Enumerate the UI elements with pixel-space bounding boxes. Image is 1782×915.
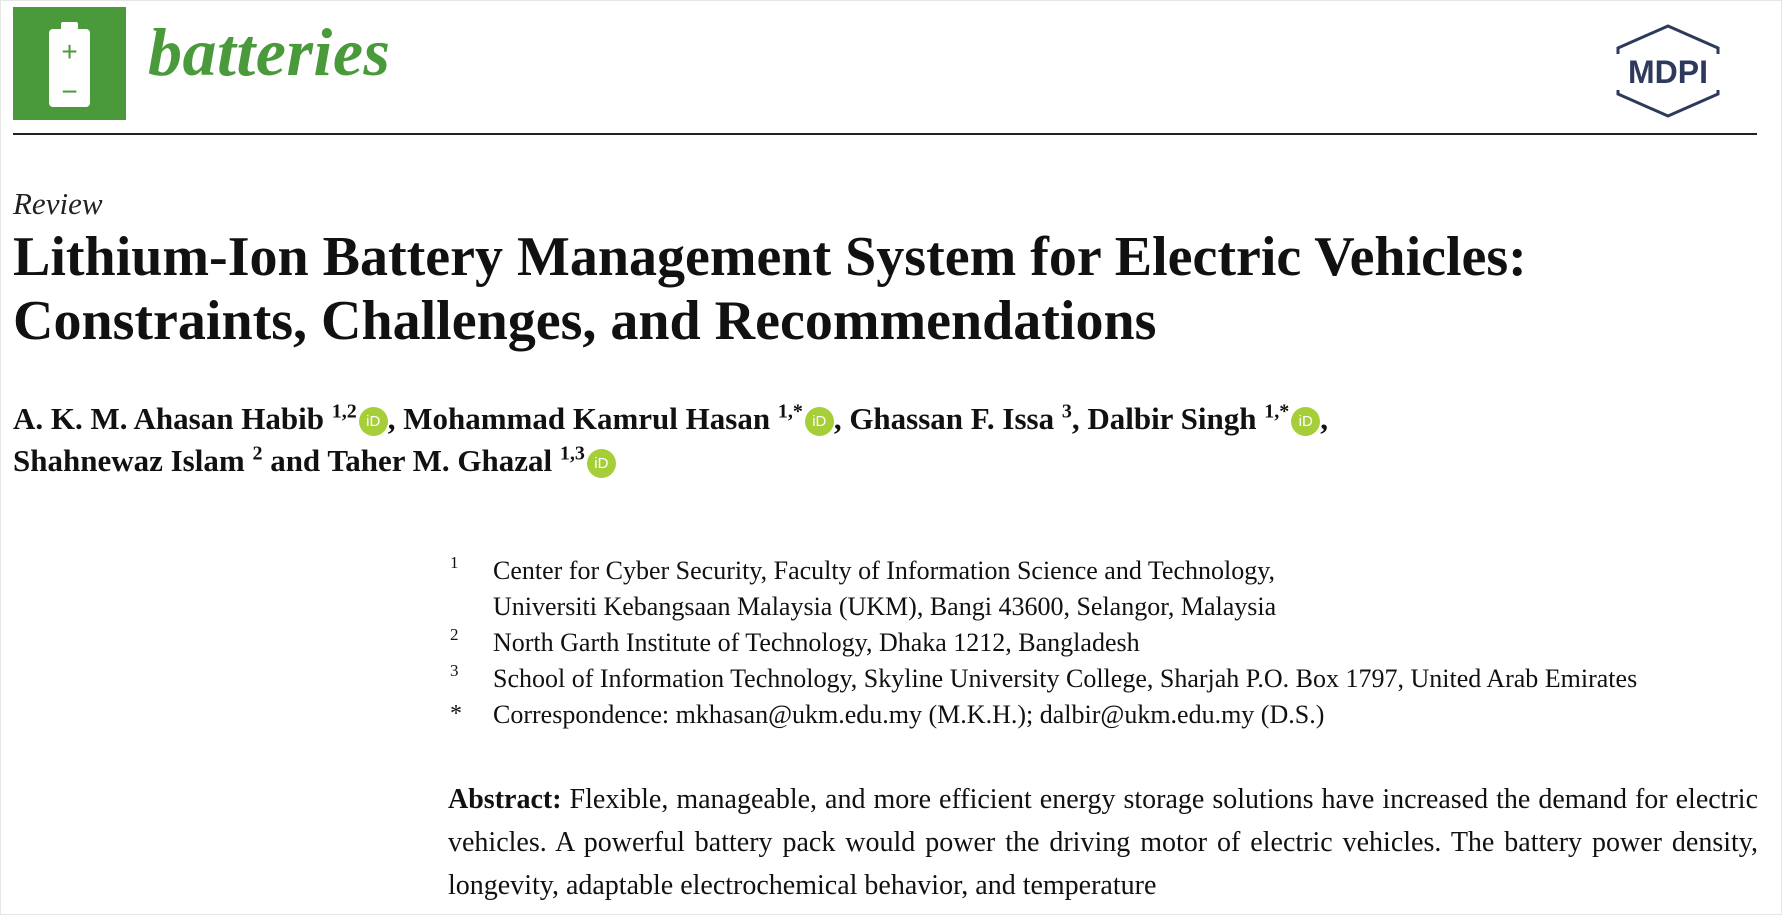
mdpi-logo-icon[interactable] <box>1614 24 1722 118</box>
affiliation-text: North Garth Institute of Technology, Dhaka 1212, Bangladesh <box>493 628 1140 657</box>
orcid-icon[interactable]: iD <box>587 449 616 478</box>
affiliation-item <box>448 661 1768 697</box>
article-type: Review <box>13 186 103 221</box>
author-separator: , <box>387 401 396 436</box>
abstract-text: Flexible, manageable, and more efficient energy storage solutions have increased the demand for electric vehicles. A powerful battery pack would power the driving motor of electric vehicles. The battery power density, longevity, adaptable electrochemical behavior, and temperature <box>448 784 1758 901</box>
header-rule <box>13 133 1757 135</box>
author-name: Ghassan F. Issa <box>849 401 1055 436</box>
correspondence-item <box>448 697 1768 733</box>
affiliation-number: 3 <box>450 661 459 680</box>
affiliation-text: School of Information Technology, Skyline University College, Sharjah P.O. Box 1797, United Arab Emirates <box>493 664 1638 693</box>
affiliation-item <box>448 553 1768 625</box>
author-conjunction: and <box>270 443 321 478</box>
author-affiliation-mark: 2 <box>252 442 263 465</box>
publisher-name: MDPI <box>1628 54 1708 90</box>
logo-plus-sign: + <box>61 36 78 67</box>
author-separator: , <box>1320 401 1328 436</box>
abstract-label: Abstract: <box>448 784 562 815</box>
affiliation-number: 2 <box>450 625 459 644</box>
logo-minus-sign: − <box>61 76 78 107</box>
author-name: Shahnewaz Islam <box>13 443 245 478</box>
affiliation-text: Universiti Kebangsaan Malaysia (UKM), Bangi 43600, Selangor, Malaysia <box>493 592 1277 621</box>
orcid-icon[interactable]: iD <box>359 407 388 436</box>
author-name: Mohammad Kamrul Hasan <box>403 401 771 436</box>
author-name: A. K. M. Ahasan Habib <box>13 401 324 436</box>
author-affiliation-mark: 1,3 <box>559 442 585 465</box>
title-line-1: Lithium-Ion Battery Management System for Electric Vehicles: <box>13 226 1527 288</box>
author-name: Dalbir Singh <box>1087 401 1257 436</box>
affiliation-text: Center for Cyber Security, Faculty of Information Science and Technology, <box>493 556 1276 585</box>
author-name: Taher M. Ghazal <box>327 443 553 478</box>
journal-name[interactable]: batteries <box>148 14 391 90</box>
author-affiliation-mark: 3 <box>1061 400 1072 423</box>
affiliation-number: 1 <box>450 553 459 572</box>
battery-logo-icon <box>13 7 126 120</box>
author-separator: , <box>833 401 842 436</box>
correspondence-mark: * <box>450 701 462 727</box>
affiliation-list <box>448 553 1768 733</box>
correspondence-text[interactable]: Correspondence: mkhasan@ukm.edu.my (M.K.H.); dalbir@ukm.edu.my (D.S.) <box>493 700 1325 729</box>
author-separator: , <box>1071 401 1080 436</box>
abstract <box>448 778 1758 907</box>
article-title <box>13 225 1773 353</box>
author-affiliation-mark: 1,* <box>777 400 803 423</box>
title-line-2: Constraints, Challenges, and Recommendations <box>13 290 1157 352</box>
orcid-icon[interactable]: iD <box>805 407 834 436</box>
affiliation-item <box>448 625 1768 661</box>
author-list <box>13 398 1573 482</box>
author-affiliation-mark: 1,2 <box>331 400 357 423</box>
battery-icon <box>13 7 126 120</box>
author-affiliation-mark: 1,* <box>1264 400 1290 423</box>
orcid-icon[interactable]: iD <box>1291 407 1320 436</box>
